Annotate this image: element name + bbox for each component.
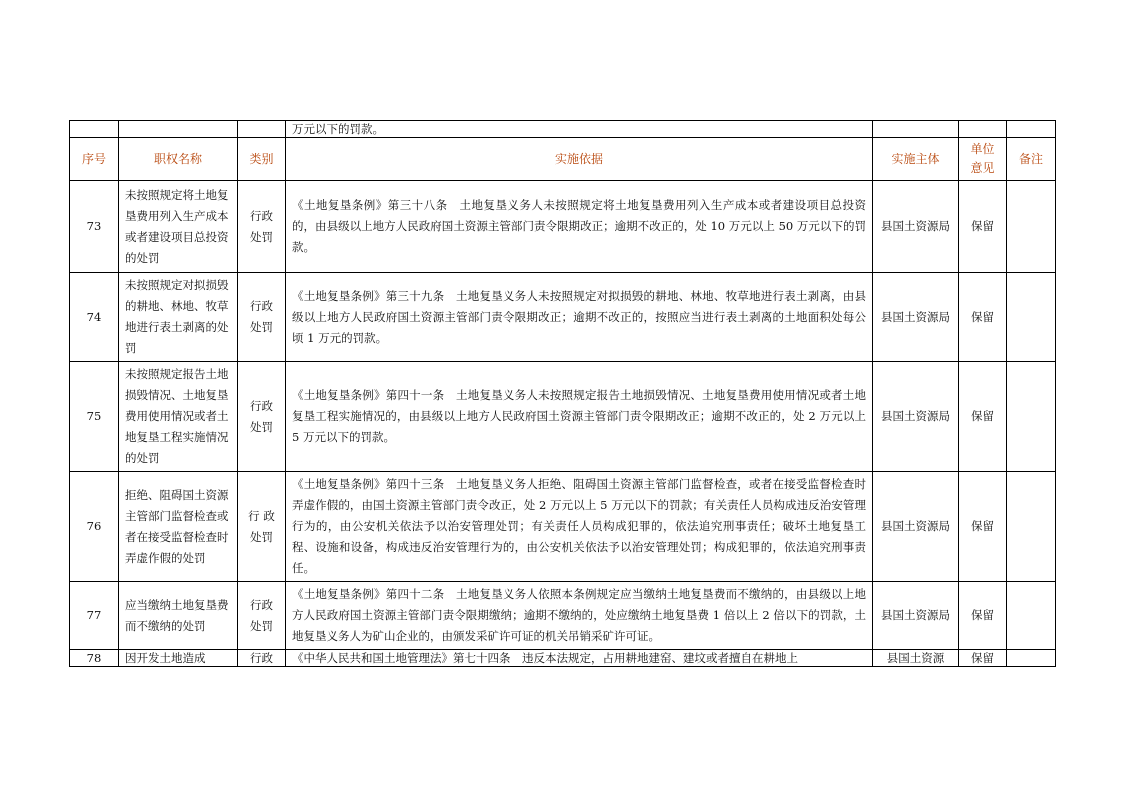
header-basis: 实施依据: [286, 138, 873, 181]
row-opinion: 保留: [959, 181, 1007, 273]
row-power-name: 拒绝、阻碍国土资源主管部门监督检查或者在接受监督检查时弄虚作假的处罚: [119, 472, 238, 582]
row-subject: 县国土资源局: [873, 181, 959, 273]
table-row: [70, 472, 1056, 582]
row-opinion: 保留: [959, 582, 1007, 650]
row-no: 74: [70, 273, 119, 362]
continuation-basis-cell: 万元以下的罚款。: [286, 121, 873, 138]
row-basis: 《土地复垦条例》第四十三条 土地复垦义务人拒绝、阻碍国土资源主管部门监督检查，或者在接受监督检查时弄虚作假的，由国土资源主管部门责令改正，处 2 万元以上 5 万元以下的罚款；有关责任人员构成违反治安管理行为的，由公安机关依法予以治安管理处罚；有关责任人员构成犯罪的，依法追究刑事责任；破坏土地复垦工程、设施和设备，构成违反治安管理行为的，由公安机关依法予以治安管理处罚；构成犯罪的，依法追究刑事责任。: [286, 472, 873, 582]
row-type: 行政: [238, 650, 286, 667]
row-note: [1007, 582, 1056, 650]
row-type-text: 行政处罚: [250, 398, 273, 434]
header-row: [70, 138, 1056, 181]
row-subject: 县国土资源局: [873, 273, 959, 362]
administrative-powers-table: [69, 120, 1056, 667]
row-type: [238, 181, 286, 273]
continuation-row: [70, 121, 1056, 138]
continuation-opinion-cell: [959, 121, 1007, 138]
row-subject: 县国土资源局: [873, 472, 959, 582]
table-row: [70, 650, 1056, 667]
row-no: 78: [70, 650, 119, 667]
row-power-name: 未按照规定对拟损毁的耕地、林地、牧草地进行表土剥离的处罚: [119, 273, 238, 362]
row-subject: 县国土资源局: [873, 362, 959, 472]
row-type: [238, 472, 286, 582]
row-type: [238, 582, 286, 650]
header-no: 序号: [70, 138, 119, 181]
row-opinion: 保留: [959, 472, 1007, 582]
header-type: 类别: [238, 138, 286, 181]
row-subject: 县国土资源局: [873, 582, 959, 650]
header-opinion: 单位意见: [959, 138, 1007, 181]
row-type-text: 行政处罚: [250, 208, 273, 244]
row-type-text: 行 政处罚: [248, 508, 275, 544]
row-power-name: 因开发土地造成: [119, 650, 238, 667]
row-note: [1007, 273, 1056, 362]
row-type-text: 行政处罚: [250, 597, 273, 633]
row-no: 73: [70, 181, 119, 273]
row-basis: 《土地复垦条例》第四十二条 土地复垦义务人依照本条例规定应当缴纳土地复垦费而不缴纳的，由县级以上地方人民政府国土资源主管部门责令限期缴纳；逾期不缴纳的，处应缴纳土地复垦费 1 倍以上 2 倍以下的罚款，土地复垦义务人为矿山企业的，由颁发采矿许可证的机关吊销采矿许可证。: [286, 582, 873, 650]
row-basis: 《土地复垦条例》第四十一条 土地复垦义务人未按照规定报告土地损毁情况、土地复垦费用使用情况或者土地复垦工程实施情况的，由县级以上地方人民政府国土资源主管部门责令限期改正；逾期不改正的，处 2 万元以上 5 万元以下的罚款。: [286, 362, 873, 472]
continuation-type-cell: [238, 121, 286, 138]
row-power-name: 应当缴纳土地复垦费而不缴纳的处罚: [119, 582, 238, 650]
row-power-name: 未按照规定报告土地损毁情况、土地复垦费用使用情况或者土地复垦工程实施情况的处罚: [119, 362, 238, 472]
row-no: 77: [70, 582, 119, 650]
continuation-no-cell: [70, 121, 119, 138]
continuation-name-cell: [119, 121, 238, 138]
header-note: 备注: [1007, 138, 1056, 181]
row-note: [1007, 650, 1056, 667]
table-row: [70, 181, 1056, 273]
row-opinion: 保留: [959, 273, 1007, 362]
row-note: [1007, 472, 1056, 582]
row-type: [238, 362, 286, 472]
continuation-note-cell: [1007, 121, 1056, 138]
row-no: 75: [70, 362, 119, 472]
row-type: [238, 273, 286, 362]
row-opinion: 保留: [959, 650, 1007, 667]
table-row: [70, 582, 1056, 650]
row-no: 76: [70, 472, 119, 582]
row-basis: 《中华人民共和国土地管理法》第七十四条 违反本法规定，占用耕地建窑、建坟或者擅自在耕地上: [286, 650, 873, 667]
row-opinion: 保留: [959, 362, 1007, 472]
row-note: [1007, 362, 1056, 472]
header-name: 职权名称: [119, 138, 238, 181]
row-basis: 《土地复垦条例》第三十九条 土地复垦义务人未按照规定对拟损毁的耕地、林地、牧草地进行表土剥离，由县级以上地方人民政府国土资源主管部门责令限期改正；逾期不改正的，按照应当进行表土剥离的土地面积处每公顷 1 万元的罚款。: [286, 273, 873, 362]
row-note: [1007, 181, 1056, 273]
table-row: [70, 362, 1056, 472]
row-subject: 县国土资源: [873, 650, 959, 667]
continuation-subject-cell: [873, 121, 959, 138]
header-subject: 实施主体: [873, 138, 959, 181]
row-power-name: 未按照规定将土地复垦费用列入生产成本或者建设项目总投资的处罚: [119, 181, 238, 273]
table-row: [70, 273, 1056, 362]
row-basis: 《土地复垦条例》第三十八条 土地复垦义务人未按照规定将土地复垦费用列入生产成本或者建设项目总投资的，由县级以上地方人民政府国土资源主管部门责令限期改正；逾期不改正的，处 10 万元以上 50 万元以下的罚款。: [286, 181, 873, 273]
row-type-text: 行政处罚: [250, 299, 273, 334]
